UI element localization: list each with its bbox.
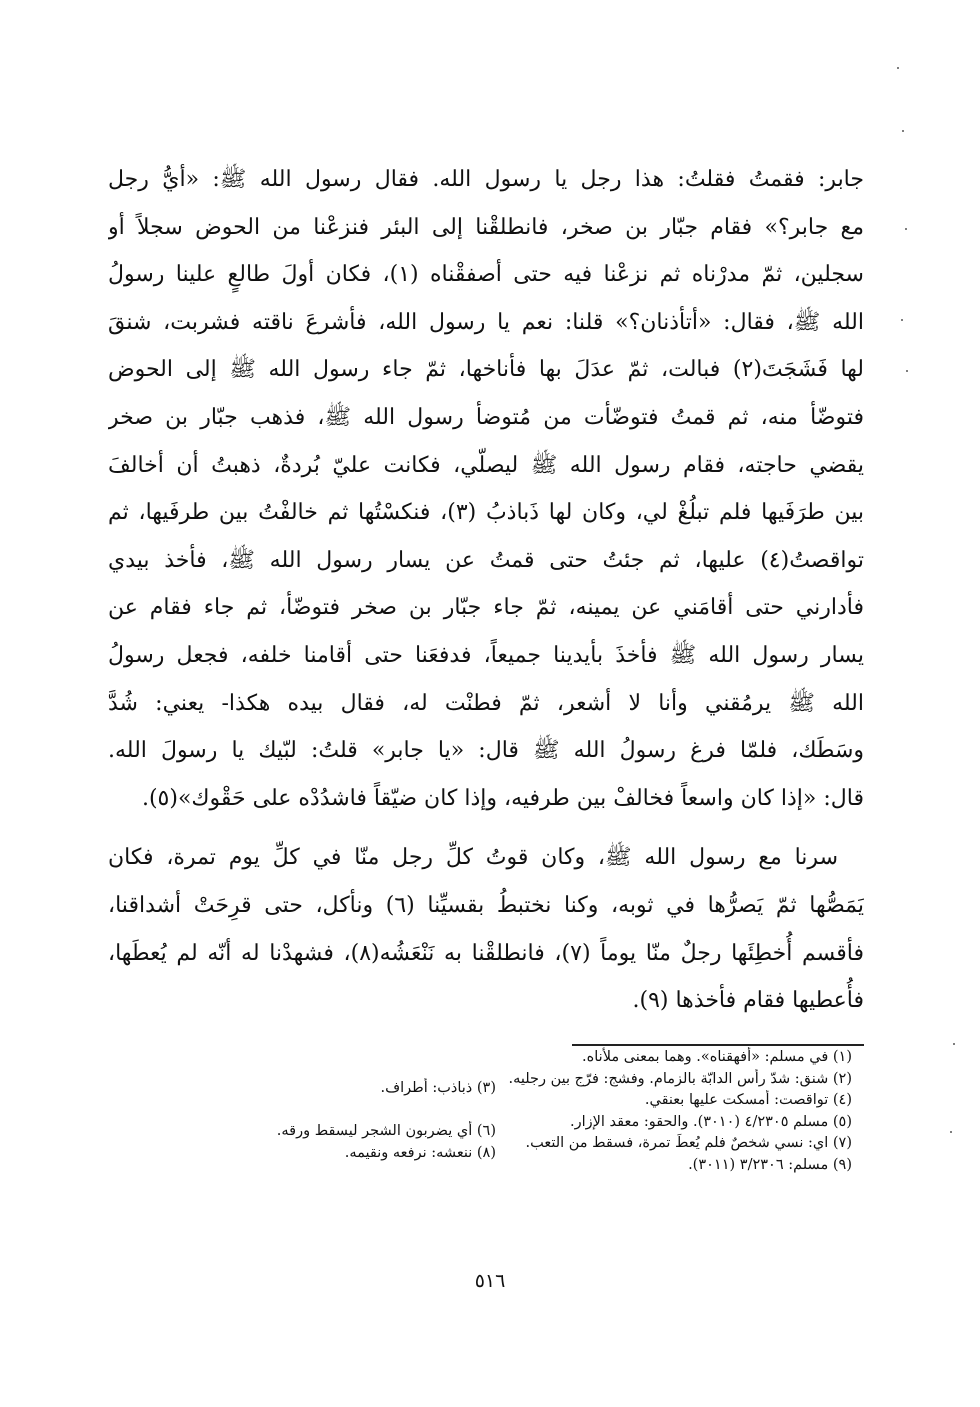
text-line: سرنا مع رسول الله ﷺ، وكان قوتُ كلِّ رجل منّا في كلِّ يوم تمرة، فكان (108, 845, 838, 871)
scan-speck (953, 1043, 955, 1045)
text-line: وسَطَك، فلمّا فرغ رسولُ الله ﷺ قال: «يا جابر» قلتُ: لبّيك يا رسولَ الله. (108, 738, 864, 764)
footnotes-left-column (196, 1078, 496, 1164)
text-line: فتوضّأ منه، ثم قمتُ فتوضّأت من مُتوضأ رسول الله ﷺ، فذهب جبّار بن صخر (108, 404, 864, 430)
text-line: الله ﷺ، فقال: «أتأذنان؟» قلنا: نعم يا رسول الله، فأشرعَ ناقته فشربت، شنقَ (108, 309, 864, 335)
text-line: يَمَصُّها ثمّ يَصرُّها في ثوبه، وكنا نختبطُ بقسيِّنا (٦) ونأكل، حتى قرِحَتْ أشداقنا، (108, 892, 864, 918)
text-line: فأدارني حتى أقامَني عن يمينه، ثمّ جاء جبّار بن صخر فتوضّأ، ثم جاء فقام عن (108, 595, 864, 621)
footnote: (٢) شنق: شدّ رأس الدابّة بالزمام. وفشج: فرّج بين رجليه. (508, 1070, 852, 1087)
footnote: (٧) اي: نسي شخصٌ فلم يُعطَ تمرة، فسقط من التعب. (525, 1135, 852, 1151)
scan-speck (950, 1131, 952, 1133)
text-line: يقضي حاجته، فقام رسول الله ﷺ ليصلّي، فكانت عليّ بُردةٌ، ذهبتُ أن أخالفَ (108, 452, 864, 478)
footnote: (٥) مسلم ٤/٢٣٠٥ (٣٠١٠). والحقو: معقد الإزار. (569, 1113, 852, 1130)
footnote: (٨) ننعشه: نرفعه ونقيمه. (344, 1144, 496, 1161)
text-line: فأقسم أُخطِئَها رجلٌ منّا يوماً (٧)، فانطلقْنا به نَنْعَشُه(٨)، فشهدْنا له أنّه لم يُعطَها، (108, 940, 864, 966)
text-line: مع جابر؟» فقام جبّار بن صخر، فانطلقْنا إلى البئر فنزعْنا من الحوض سجلاً أو (108, 214, 864, 240)
footnote: (٦) أي يضربون الشجر ليسقط ورقه. (276, 1123, 496, 1139)
text-line: فأُعطيها فقام فأخذها (٩). (632, 988, 864, 1014)
scan-speck (897, 67, 899, 69)
footnote: (٣) ذباذب: أطراف. (380, 1080, 496, 1096)
footnote: (٤) تواقصت: أمسكت عليها بعنقي. (644, 1092, 852, 1108)
scan-speck (902, 130, 904, 132)
text-line: تواقصتُ(٤) عليها، ثم جئتُ حتى قمتُ عن يسار رسول الله ﷺ، فأخذ بيدي (108, 547, 864, 573)
text-line: بين طرَفَيها فلم تبلُغْ لي، وكان لها ذَباذبُ (٣)، فنكسْتُها ثم خالفْتُ بين طرفَيها، ثم (108, 500, 864, 526)
footnote-separator (572, 1044, 864, 1046)
page-number: ٥١٦ (474, 1270, 506, 1292)
text-line: لها فَشَجَتَ(٢) فبالت، ثمّ عدَلَ بها فأناخها، ثمّ جاء رسول الله ﷺ إلى الحوض (108, 357, 864, 383)
text-line: الله ﷺ يرمُقني وأنا لا أشعر، ثمّ فطنْت له، فقال بيده هكذا- يعني: شُدَّ (108, 690, 864, 716)
text-line: سجلين، ثمّ مدرْناه ثم نزعْنا فيه حتى أصفقْناه (١)، فكان أولَ طالعٍ علينا رسولُ (108, 262, 864, 288)
footnote: (٩) مسلم: ٣/٢٣٠٦ (٣٠١١). (688, 1156, 852, 1173)
scan-speck (906, 370, 908, 372)
scan-speck (901, 319, 903, 321)
text-line: جابر: فقمتُ فقلتُ: هذا رجل يا رسول الله. فقال رسول الله ﷺ: «أيُّ رجل (108, 167, 864, 192)
footnote: (١) في مسلم: «أفهقناه». وهما بمعنى ملأناه. (582, 1049, 852, 1065)
scan-speck (905, 228, 907, 230)
paragraph-hadith-1 (108, 156, 864, 822)
main-text (108, 156, 864, 1025)
paragraph-hadith-2 (108, 834, 864, 1024)
text-line: قال: «إذا كان واسعاً فخالفْ بين طرفيه، وإذا كان ضيّقاً فاشدُدْه على حَقْوك»(٥). (141, 785, 864, 811)
text-line: يسار رسول الله ﷺ فأخذَ بأيدينا جميعاً، فدفعَنا حتى أقامنا خلفه، فجعل رسولُ (108, 642, 864, 668)
